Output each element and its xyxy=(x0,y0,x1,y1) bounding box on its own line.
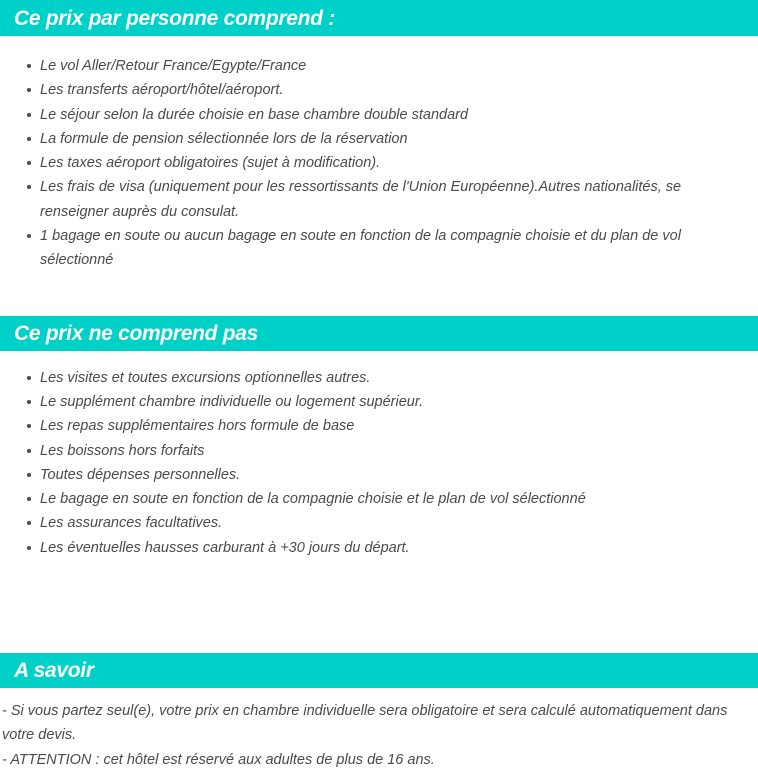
spacer-after-included xyxy=(0,273,758,316)
section-title-excluded: Ce prix ne comprend pas xyxy=(14,321,259,345)
notice-block xyxy=(0,688,758,772)
list-item: Le bagage en soute en fonction de la compagnie choisie et le plan de vol sélectionné xyxy=(0,487,758,511)
list-item: Le vol Aller/Retour France/Egypte/France xyxy=(0,54,758,78)
list-item: Les boissons hors forfaits xyxy=(0,439,758,463)
included-list xyxy=(0,36,758,273)
list-item: Le séjour selon la durée choisie en base chambre double standard xyxy=(0,103,758,127)
spacer-after-excluded xyxy=(0,560,758,653)
list-item: Le supplément chambre individuelle ou logement supérieur. xyxy=(0,390,758,414)
section-header-excluded xyxy=(0,316,758,351)
list-item: Les repas supplémentaires hors formule de base xyxy=(0,414,758,438)
section-header-included xyxy=(0,0,758,36)
list-item: Toutes dépenses personnelles. xyxy=(0,463,758,487)
list-item: 1 bagage en soute ou aucun bagage en soute en fonction de la compagnie choisie et du plan de vol sélectionné xyxy=(0,224,758,273)
notice-line: - ATTENTION : cet hôtel est réservé aux adultes de plus de 16 ans. xyxy=(2,751,435,768)
notice-line: - Si vous partez seul(e), votre prix en chambre individuelle sera obligatoire et sera calculé automatiquement dans votre devis. xyxy=(2,703,728,744)
list-item: Les visites et toutes excursions optionnelles autres. xyxy=(0,366,758,390)
excluded-list xyxy=(0,351,758,560)
section-title-notice: A savoir xyxy=(14,659,94,683)
list-item: Les frais de visa (uniquement pour les ressortissants de l'Union Européenne).Autres nationalités, se renseigner auprès du consulat. xyxy=(0,175,758,224)
list-item: Les taxes aéroport obligatoires (sujet à modification). xyxy=(0,151,758,175)
list-item: Les transferts aéroport/hôtel/aéroport. xyxy=(0,78,758,102)
section-title-included: Ce prix par personne comprend : xyxy=(14,6,335,30)
list-item: Les éventuelles hausses carburant à +30 jours du départ. xyxy=(0,536,758,560)
list-item: La formule de pension sélectionnée lors de la réservation xyxy=(0,127,758,151)
list-item: Les assurances facultatives. xyxy=(0,511,758,535)
section-header-notice xyxy=(0,653,758,688)
